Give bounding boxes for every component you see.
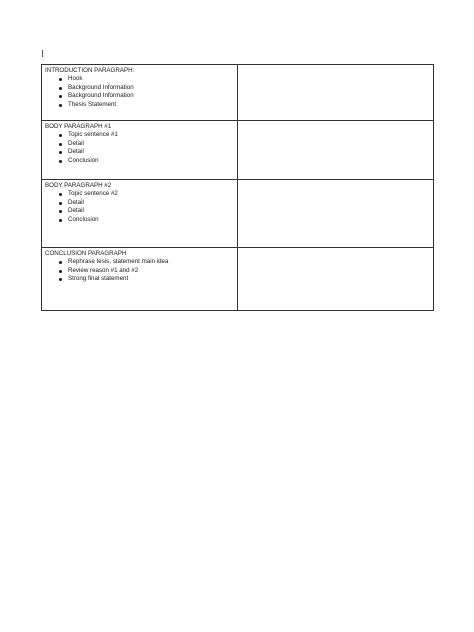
list-item-text: Topic sentence #1 [68, 131, 118, 139]
bullet-icon [59, 219, 62, 222]
bullet-icon [59, 104, 62, 107]
outline-row-body-2 [42, 180, 434, 248]
bullet-list [45, 131, 234, 165]
bullet-icon [59, 202, 62, 205]
list-item [45, 84, 234, 92]
list-item [45, 207, 234, 215]
list-item-text: Topic sentence #2 [68, 190, 118, 198]
bullet-list [45, 75, 234, 109]
bullet-list [45, 190, 234, 224]
outline-row-body-1 [42, 121, 434, 180]
section-title: BODY PARAGRAPH #1 [45, 123, 112, 130]
list-item [45, 148, 234, 156]
bullet-icon [59, 95, 62, 98]
bullet-icon [59, 143, 62, 146]
outline-row-conclusion [42, 248, 434, 311]
list-item-text: Rephrase tesis, statement main idea [68, 258, 169, 266]
bullet-icon [59, 87, 62, 90]
list-item [45, 140, 234, 148]
bullet-icon [59, 151, 62, 154]
body-paragraph-2-notes-cell[interactable] [238, 180, 434, 248]
bullet-icon [59, 134, 62, 137]
list-item-text: Detail [68, 148, 84, 156]
list-item-text: Detail [68, 139, 84, 147]
bullet-icon [59, 78, 62, 81]
list-item [45, 199, 234, 207]
list-item [45, 92, 234, 100]
list-item [45, 258, 234, 266]
conclusion-notes-cell[interactable] [238, 248, 434, 311]
section-title: INTRODUCTION PARAGRAPH: [45, 67, 135, 74]
list-item-text: Conclusion [68, 215, 99, 223]
list-item-text: Background Information [68, 83, 134, 91]
outline-row-introduction [42, 65, 434, 121]
introduction-notes-cell[interactable] [238, 65, 434, 121]
section-title: BODY PARAGRAPH #2 [45, 182, 112, 189]
list-item [45, 216, 234, 224]
list-item-text: Review reason #1 and #2 [68, 266, 139, 274]
bullet-icon [59, 193, 62, 196]
body-paragraph-1-cell [42, 121, 238, 180]
list-item [45, 75, 234, 83]
bullet-icon [59, 278, 62, 281]
list-item [45, 275, 234, 283]
list-item [45, 101, 234, 109]
list-item-text: Conclusion [68, 156, 99, 164]
list-item-text: Detail [68, 207, 84, 215]
bullet-icon [59, 270, 62, 273]
list-item-text: Background Information [68, 92, 134, 100]
body-paragraph-2-cell [42, 180, 238, 248]
list-item-text: Strong final statement [68, 275, 129, 283]
list-item-text: Hook [68, 75, 83, 83]
bullet-list [45, 258, 234, 283]
introduction-cell [42, 65, 238, 121]
body-paragraph-1-notes-cell[interactable] [238, 121, 434, 180]
text-cursor [42, 50, 43, 57]
list-item [45, 190, 234, 198]
essay-outline-table [41, 64, 434, 311]
bullet-icon [59, 210, 62, 213]
bullet-icon [59, 160, 62, 163]
list-item-text: Thesis Statement [68, 100, 117, 108]
conclusion-cell [42, 248, 238, 311]
list-item [45, 267, 234, 275]
section-title: CONCLUSION PARAGRAPH [45, 250, 127, 257]
bullet-icon [59, 261, 62, 264]
list-item [45, 131, 234, 139]
list-item [45, 157, 234, 165]
list-item-text: Detail [68, 198, 84, 206]
